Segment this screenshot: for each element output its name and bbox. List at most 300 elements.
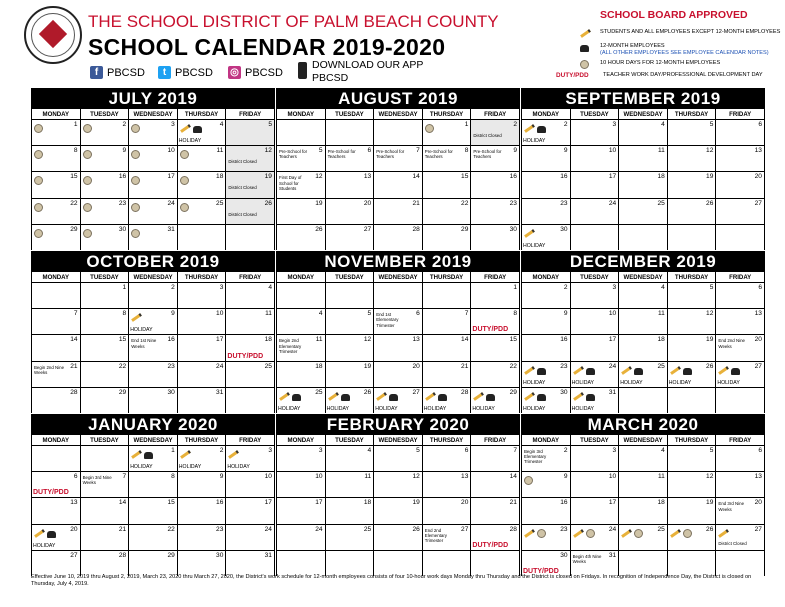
day-cell — [619, 472, 667, 497]
day-cell — [571, 551, 619, 576]
weekday-label: FRIDAY — [239, 437, 262, 444]
phone-icon — [537, 126, 546, 133]
day-cell — [716, 283, 764, 308]
weekday-label: THURSDAY — [423, 272, 472, 282]
day-cell — [522, 199, 570, 224]
day-number: 19 — [412, 499, 420, 507]
weekday-label: TUESDAY — [571, 272, 620, 282]
pencil-icon — [524, 229, 535, 238]
weekday-header — [522, 435, 764, 446]
day-cell — [178, 362, 226, 387]
weekday-label: TUESDAY — [81, 109, 130, 119]
clock-icon — [586, 529, 595, 538]
day-cell — [423, 283, 471, 308]
day-number: 13 — [754, 147, 762, 155]
day-cell — [226, 551, 274, 576]
weekday-header — [522, 109, 764, 120]
day-cell — [277, 388, 325, 413]
day-cell — [522, 309, 570, 334]
holiday-label: HOLIDAY — [571, 379, 594, 386]
day-number: 19 — [264, 173, 272, 181]
day-number: 28 — [70, 388, 78, 396]
weekday-label: FRIDAY — [729, 111, 752, 118]
day-cell — [522, 283, 570, 308]
weekday-label: MONDAY — [522, 435, 571, 445]
day-grid — [32, 283, 274, 413]
social-instagram[interactable] — [228, 66, 283, 79]
day-number: 3 — [318, 447, 323, 454]
day-cell — [374, 388, 422, 413]
month-block — [521, 414, 765, 576]
day-cell — [522, 446, 570, 471]
phone-icon — [144, 452, 153, 459]
smartphone-icon — [298, 62, 307, 79]
pencil-icon — [34, 529, 45, 538]
day-cell — [277, 335, 325, 360]
day-cell — [374, 551, 422, 576]
month-block — [31, 414, 275, 576]
day-number: 3 — [268, 447, 272, 454]
day-cell — [668, 525, 716, 550]
day-cell — [32, 120, 80, 145]
pencil-icon — [719, 529, 730, 538]
day-cell — [178, 283, 226, 308]
month-title: FEBRUARY 2020 — [326, 415, 470, 434]
day-cell — [81, 172, 129, 197]
day-grid — [522, 283, 764, 413]
day-number: 15 — [167, 499, 175, 507]
day-cell — [571, 225, 619, 250]
clock-icon — [83, 124, 92, 133]
day-note: Begin 4th Nine Weeks — [572, 553, 602, 564]
day-cell — [374, 446, 422, 471]
day-note: End 3rd Nine Weeks — [718, 501, 745, 512]
day-cell — [226, 199, 274, 224]
day-cell — [226, 335, 274, 360]
day-number: 10 — [315, 473, 323, 481]
day-cell — [129, 309, 177, 334]
pencil-icon — [573, 366, 584, 375]
day-number: 11 — [216, 147, 224, 155]
day-cell — [522, 172, 570, 197]
day-number: 13 — [754, 473, 762, 481]
day-cell — [326, 446, 374, 471]
day-number: 24 — [608, 525, 617, 533]
day-cell — [81, 498, 129, 523]
day-number: 18 — [216, 173, 224, 181]
weekday-label: WEDNESDAY — [374, 435, 423, 445]
day-number: 20 — [461, 499, 469, 507]
month-block — [276, 414, 520, 576]
phone-icon — [634, 368, 643, 375]
day-cell — [716, 362, 764, 387]
day-cell — [374, 335, 422, 360]
day-cell — [277, 362, 325, 387]
day-cell — [81, 146, 129, 171]
day-number: 28 — [412, 225, 420, 233]
clock-icon — [180, 150, 189, 159]
day-number: 31 — [608, 388, 617, 396]
day-number: 7 — [416, 147, 420, 155]
legend-text: (ALL OTHER EMPLOYEES SEE EMPLOYEE CALENDAR NOTES) — [600, 50, 769, 56]
day-number: 10 — [608, 147, 617, 155]
day-cell — [129, 388, 177, 413]
page-title: SCHOOL CALENDAR 2019-2020 — [88, 34, 446, 60]
pencil-icon — [524, 392, 535, 401]
social-handle: PBCSD — [245, 66, 283, 79]
month-block — [31, 88, 275, 250]
day-number: 3 — [219, 284, 224, 291]
day-number: 15 — [70, 173, 78, 181]
day-cell — [716, 551, 764, 576]
day-number: 30 — [118, 225, 127, 233]
day-cell — [619, 225, 667, 250]
day-note: Pre-School for Teachers — [424, 149, 453, 160]
clock-icon — [83, 150, 92, 159]
day-cell — [571, 335, 619, 360]
day-number: 24 — [264, 525, 272, 533]
day-cell — [522, 120, 570, 145]
day-number: 5 — [416, 447, 420, 454]
day-cell — [326, 551, 374, 576]
day-number: 9 — [563, 473, 568, 481]
day-cell — [226, 172, 274, 197]
day-number: 10 — [167, 147, 175, 155]
phone-icon — [586, 394, 595, 401]
holiday-label: HOLIDAY — [571, 406, 594, 412]
day-note: Begin 2nd Elementary Trimester — [279, 338, 302, 354]
day-number: 20 — [754, 173, 762, 181]
day-number: 5 — [318, 147, 323, 155]
day-cell — [668, 120, 716, 145]
day-number: 21 — [412, 199, 420, 207]
day-cell — [571, 388, 619, 413]
day-number: 26 — [706, 199, 714, 207]
day-cell — [668, 446, 716, 471]
day-number: 27 — [70, 551, 78, 559]
pencil-icon — [524, 529, 535, 538]
social-facebook[interactable] — [90, 66, 145, 79]
day-note: District Closed — [228, 185, 257, 191]
day-cell — [32, 525, 80, 550]
day-cell — [374, 120, 422, 145]
day-cell — [668, 498, 716, 523]
day-number: 20 — [363, 199, 372, 207]
day-note: District Closed — [228, 211, 257, 217]
day-number: 1 — [122, 284, 127, 291]
day-note: Pre-School for Teachers — [376, 149, 405, 160]
holiday-label: HOLIDAY — [178, 138, 202, 145]
day-cell — [178, 388, 226, 413]
day-number: 4 — [661, 284, 665, 291]
day-cell — [522, 362, 570, 387]
day-number: 8 — [171, 473, 175, 481]
day-number: 6 — [73, 473, 78, 481]
day-number: 19 — [315, 199, 323, 207]
day-cell — [81, 525, 129, 550]
day-cell — [32, 551, 80, 576]
day-cell — [716, 525, 764, 550]
holiday-label: HOLIDAY — [227, 464, 250, 471]
day-cell — [277, 446, 325, 471]
day-number: 17 — [264, 499, 272, 507]
day-number: 22 — [509, 362, 517, 370]
weekday-header — [32, 435, 274, 446]
day-cell — [522, 498, 570, 523]
legend-text: STUDENTS AND ALL EMPLOYEES EXCEPT 12-MONTH EMPLOYEES — [600, 29, 781, 35]
pencil-icon — [573, 529, 584, 538]
day-number: 21 — [461, 362, 469, 370]
day-cell — [374, 472, 422, 497]
day-cell — [32, 199, 80, 224]
day-number: 6 — [367, 147, 372, 155]
day-cell — [619, 362, 667, 387]
pencil-icon — [180, 450, 191, 459]
day-number: 11 — [657, 310, 665, 318]
day-number: 8 — [122, 310, 127, 318]
day-number: 20 — [70, 525, 78, 533]
day-cell — [129, 525, 177, 550]
day-cell — [178, 199, 226, 224]
month-title: SEPTEMBER 2019 — [565, 89, 721, 108]
duty-key: DUTY/PDD — [556, 72, 589, 79]
day-number: 15 — [509, 336, 517, 344]
day-number: 30 — [560, 551, 568, 559]
day-cell — [81, 362, 129, 387]
pencil-icon — [229, 450, 240, 459]
day-cell — [571, 472, 619, 497]
clock-icon — [180, 176, 189, 185]
holiday-label: HOLIDAY — [523, 379, 546, 386]
day-number: 11 — [315, 336, 323, 344]
weekday-label: THURSDAY — [668, 109, 717, 119]
day-cell — [423, 120, 471, 145]
month-block — [276, 251, 520, 413]
day-cell — [81, 335, 129, 360]
day-cell — [178, 498, 226, 523]
day-cell — [423, 172, 471, 197]
facebook-icon: f — [90, 66, 103, 79]
day-cell — [32, 225, 80, 250]
weekday-label: TUESDAY — [326, 109, 375, 119]
day-cell — [81, 446, 129, 471]
day-cell — [81, 472, 129, 497]
clock-icon — [83, 203, 92, 212]
day-cell — [619, 146, 667, 171]
day-cell — [32, 472, 80, 497]
day-cell — [522, 146, 570, 171]
day-number: 18 — [657, 173, 665, 181]
day-number: 25 — [657, 525, 665, 533]
day-cell — [178, 472, 226, 497]
phone-icon — [292, 394, 301, 401]
day-number: 25 — [315, 388, 323, 396]
day-cell — [326, 388, 374, 413]
day-cell — [423, 551, 471, 576]
day-note: End 2nd Nine Weeks — [718, 338, 745, 349]
day-number: 21 — [70, 362, 78, 370]
day-cell — [129, 120, 177, 145]
day-number: 15 — [461, 173, 469, 181]
pencil-icon — [376, 392, 387, 401]
weekday-header — [32, 272, 274, 283]
day-cell — [522, 335, 570, 360]
day-cell — [522, 225, 570, 250]
weekday-header — [522, 272, 764, 283]
day-number: 23 — [560, 362, 568, 370]
day-cell — [668, 335, 716, 360]
day-cell — [226, 446, 274, 471]
day-number: 13 — [754, 310, 762, 318]
day-cell — [471, 525, 519, 550]
day-grid — [522, 446, 764, 576]
day-cell — [571, 525, 619, 550]
weekday-label: MONDAY — [32, 272, 81, 282]
day-cell — [716, 146, 764, 171]
day-cell — [668, 551, 716, 576]
weekday-label: TUESDAY — [326, 435, 375, 445]
pencil-icon — [621, 366, 632, 375]
weekday-label: FRIDAY — [484, 437, 507, 444]
day-number: 1 — [513, 284, 517, 291]
day-cell — [178, 172, 226, 197]
clock-icon — [524, 476, 533, 485]
day-grid — [277, 446, 519, 576]
day-note: First Day of School for Students — [279, 175, 302, 191]
footer-note: Effective June 10, 2019 thru August 2, 2019, March 23, 2020 thru March 27, 2020, the District's work schedule for 12-month employees consists of four 10-hour work days Monday thru Thursday and the District is closed on Fridays. In recognition of Independence Day, the District is closed on Thursday, July 4, 2019. — [31, 574, 752, 587]
day-note: End 1st Elementary Trimester — [376, 312, 399, 328]
day-note: Pre-School for Teachers — [327, 149, 356, 160]
day-number: 10 — [216, 310, 224, 318]
day-cell — [178, 309, 226, 334]
holiday-label: HOLIDAY — [375, 406, 398, 412]
day-cell — [668, 283, 716, 308]
day-number: 11 — [657, 473, 665, 481]
month-title: NOVEMBER 2019 — [324, 252, 472, 271]
day-cell — [571, 362, 619, 387]
day-number: 12 — [706, 473, 714, 481]
day-number: 4 — [318, 310, 323, 318]
day-number: 2 — [563, 121, 568, 128]
day-number: 5 — [709, 121, 714, 128]
day-cell — [326, 146, 374, 171]
day-number: 22 — [167, 525, 175, 533]
weekday-label: WEDNESDAY — [619, 272, 668, 282]
pencil-icon — [573, 392, 584, 401]
day-note: District Closed — [473, 133, 502, 138]
day-cell — [668, 199, 716, 224]
day-cell — [277, 551, 325, 576]
day-number: 9 — [563, 147, 568, 155]
phone-icon — [341, 394, 350, 401]
day-number: 30 — [216, 551, 224, 559]
day-number: 20 — [754, 499, 762, 507]
day-number: 16 — [216, 499, 224, 507]
day-cell — [178, 551, 226, 576]
day-cell — [374, 309, 422, 334]
day-cell — [716, 388, 764, 413]
day-number: 12 — [706, 147, 714, 155]
day-number: 27 — [754, 525, 762, 533]
day-number: 29 — [118, 388, 127, 396]
day-number: 29 — [70, 225, 78, 233]
day-note: Begin 2nd Nine Weeks — [34, 364, 65, 375]
day-cell — [178, 120, 226, 145]
social-twitter[interactable] — [158, 66, 213, 79]
day-number: 26 — [315, 225, 323, 233]
day-cell — [716, 446, 764, 471]
weekday-label: MONDAY — [522, 109, 571, 119]
day-note: Pre-School for Teachers — [279, 149, 308, 160]
day-number: 4 — [268, 284, 272, 291]
day-cell — [226, 388, 274, 413]
month-block — [521, 251, 765, 413]
day-cell — [81, 309, 129, 334]
clock-icon — [537, 529, 546, 538]
day-cell — [423, 498, 471, 523]
day-cell — [226, 472, 274, 497]
day-cell — [668, 309, 716, 334]
phone-icon — [586, 368, 595, 375]
holiday-label: HOLIDAY — [278, 406, 301, 412]
day-number: 11 — [364, 473, 372, 481]
day-cell — [277, 199, 325, 224]
day-note: District Closed — [718, 540, 747, 546]
day-cell — [129, 172, 177, 197]
day-cell — [374, 225, 422, 250]
day-number: 2 — [122, 121, 127, 128]
day-cell — [326, 225, 374, 250]
day-number: 31 — [167, 225, 175, 233]
day-number: 24 — [608, 362, 617, 370]
day-cell — [277, 498, 325, 523]
day-cell — [226, 498, 274, 523]
calendar-header — [0, 0, 785, 88]
holiday-label: HOLIDAY — [423, 406, 447, 412]
pencil-icon — [425, 392, 436, 401]
duty-label: DUTY/PDD — [472, 541, 509, 549]
day-number: 14 — [70, 336, 78, 344]
day-cell — [571, 146, 619, 171]
day-number: 23 — [509, 199, 517, 207]
weekday-label: WEDNESDAY — [374, 272, 423, 282]
clock-icon — [131, 150, 140, 159]
day-number: 2 — [171, 284, 175, 291]
clock-icon — [580, 60, 589, 69]
weekday-label: FRIDAY — [729, 274, 752, 281]
legend-text: 10 HOUR DAYS FOR 12-MONTH EMPLOYEES — [600, 60, 721, 66]
phone-icon — [486, 394, 495, 401]
duty-label: DUTY/PDD — [523, 568, 559, 575]
weekday-label: TUESDAY — [81, 435, 130, 445]
weekday-label: THURSDAY — [423, 435, 472, 445]
day-number: 30 — [509, 225, 517, 233]
day-cell — [423, 225, 471, 250]
day-number: 30 — [560, 388, 568, 396]
day-note: District Closed — [228, 159, 257, 165]
clock-icon — [131, 203, 140, 212]
day-number: 23 — [118, 199, 127, 207]
day-number: 16 — [118, 173, 127, 181]
day-number: 23 — [216, 525, 224, 533]
day-number: 3 — [612, 447, 617, 454]
day-number: 6 — [758, 447, 762, 454]
weekday-label: WEDNESDAY — [619, 435, 668, 445]
day-number: 18 — [657, 499, 665, 507]
day-cell — [619, 199, 667, 224]
day-cell — [471, 120, 519, 145]
day-cell — [326, 199, 374, 224]
